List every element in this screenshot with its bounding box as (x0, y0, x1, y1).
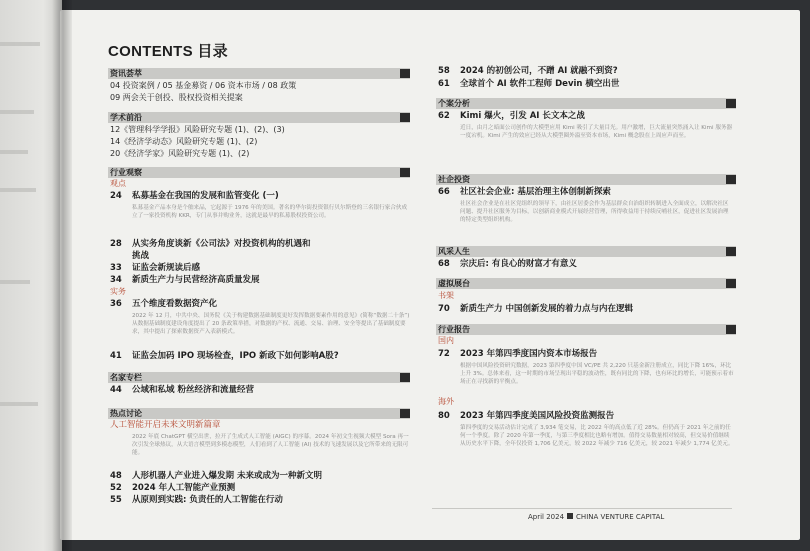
toc-entry[interactable] (438, 79, 619, 90)
subsection-viewpoint: 观点 (110, 179, 126, 188)
section-bar (400, 168, 410, 177)
subsection-domestic: 国内 (438, 336, 454, 345)
toc-line[interactable]: 12《管理科学学报》风险研究专题 (1)、(2)、(3) (110, 125, 285, 134)
page-footer (528, 513, 664, 521)
page-number: 36 (110, 299, 122, 309)
section-bar (726, 99, 736, 108)
section-label: 行业报告 (438, 325, 470, 334)
page-number: 44 (110, 385, 122, 395)
section-label: 名家专栏 (110, 373, 142, 382)
section-bar (400, 373, 410, 382)
page-number: 48 (110, 471, 122, 481)
section-header-virtual (436, 278, 736, 289)
subsection-bookshelf: 书架 (438, 291, 454, 300)
footer-magazine-name: CHINA VENTURE CAPITAL (576, 513, 665, 521)
section-bar (400, 409, 410, 418)
page-number: 72 (438, 349, 450, 359)
entry-abstract: 近日，由月之暗面公司创作的大模型应用 Kimi 吸引了大量目光。用户激增，巨大流量突然涌入让 Kimi 服务器一度宕机。Kimi 产生的效应已经从大模型圈外溢至资本市场，Kimi 概念股在上周应声而至。 (460, 125, 733, 139)
subsection-overseas: 海外 (438, 397, 454, 406)
page-number: 61 (438, 79, 450, 89)
section-bar (400, 69, 410, 78)
section-header-news (108, 68, 410, 79)
entry-title: 2024 的初创公司，不蹭 AI 就融不到资? (460, 66, 618, 76)
toc-entry[interactable] (438, 187, 611, 198)
section-header-social (436, 174, 736, 185)
toc-entry[interactable] (110, 191, 279, 202)
section-header-reports (436, 324, 736, 335)
section-header-hot-topics (108, 408, 410, 419)
toc-entry[interactable] (438, 111, 585, 122)
section-bar (726, 247, 736, 256)
left-page-text-fragment (0, 110, 34, 114)
subsection-practice: 实务 (110, 287, 126, 296)
toc-line[interactable]: 20《经济学家》风险研究专题 (1)、(2) (110, 149, 250, 158)
section-bar (400, 113, 410, 122)
feature-abstract: 2022 年底 ChatGPT 横空出世，拉开了生成式人工智能 (AIGC) 的序幕。2024 年初文生视频大模型 Sora 再一次引发全球热议，从大语言模型到多模态模型，人们看到了人工智能 (AI) 技术的飞速发展以及它所带来的无限可能。 (132, 434, 409, 456)
page-number: 80 (438, 411, 450, 421)
toc-entry[interactable] (110, 471, 322, 482)
entry-title: 从原则到实践: 负责任的人工智能在行动 (132, 495, 283, 505)
toc-entry[interactable] (110, 299, 217, 310)
entry-abstract: 社区社会企业是在社区党组织的领导下，由社区居委会作为基层群众自治组织转制进入全面成立，以解决社区问题、提升社区服务为目标，以创新商业模式开展经营管理，所得收益用于持续反哺社区，促进社区发展治理的特定类型组织机构。 (460, 201, 729, 223)
toc-line[interactable]: 14《经济学动态》风险研究专题 (1)、(2) (110, 137, 258, 146)
toc-entry[interactable] (110, 385, 254, 396)
section-bar (726, 325, 736, 334)
section-label: 个案分析 (438, 99, 470, 108)
entry-title: 宗庆后: 有良心的财富才有意义 (460, 259, 577, 269)
entry-title: 社区社会企业: 基层治理主体创制新探索 (460, 187, 611, 197)
entry-title: 人形机器人产业进入爆发期 未来或成为一种新文明 (132, 471, 322, 481)
page-number: 68 (438, 259, 450, 269)
entry-title: 从实务角度谈新《公司法》对投资机构的机遇和 (132, 239, 311, 249)
toc-entry[interactable] (110, 495, 283, 506)
toc-entry[interactable] (110, 239, 311, 250)
section-label: 热点讨论 (110, 409, 142, 418)
section-label: 资讯荟萃 (110, 69, 142, 78)
page-number: 33 (110, 263, 122, 273)
section-header-column (108, 372, 410, 383)
section-bar (726, 279, 736, 288)
footer-date: April 2024 (528, 513, 565, 521)
page-number: 28 (110, 239, 122, 249)
page-number: 70 (438, 304, 450, 314)
contents-page (60, 10, 800, 540)
section-label: 风采人生 (438, 247, 470, 256)
section-header-academic (108, 112, 410, 123)
toc-entry[interactable] (438, 66, 618, 77)
entry-title: 私募基金在我国的发展和监管变化 (一) (132, 191, 279, 201)
entry-title: 2024 年人工智能产业预测 (132, 483, 236, 493)
section-header-case (436, 98, 736, 109)
footer-rule (432, 508, 732, 509)
page-number: 24 (110, 191, 122, 201)
entry-title: 全球首个 AI 软件工程师 Devin 横空出世 (460, 79, 620, 89)
toc-entry[interactable] (438, 259, 577, 270)
entry-abstract: 根据中国风险投资研究数据，2023 第四季度中国 VC/PE 共 2,220 只基金新注册成立，同比下降 16%，环比上升 3%。总体来看，这一时期的市场呈现出平稳的波动性，既有同比的下降，也有环比的增长，可能预示着市场正在寻找新的平衡点。 (460, 363, 734, 385)
left-page-text-fragment (0, 150, 28, 154)
entry-title: 新质生产力 中国创新发展的着力点与内在逻辑 (460, 304, 633, 314)
entry-title: 2023 年第四季度美国风险投资监测报告 (460, 411, 615, 421)
page-number: 55 (110, 495, 122, 505)
book-gutter-shadow (52, 0, 72, 551)
toc-entry[interactable] (110, 275, 260, 286)
page-number: 58 (438, 66, 450, 76)
page-number: 66 (438, 187, 450, 197)
section-header-industry (108, 167, 410, 178)
toc-entry-continuation[interactable]: 挑战 (132, 251, 150, 261)
entry-abstract: 第四季度的交易活动估计完成了 3,934 笔交易，比 2022 年的高点低了近 28%。但仍高于 2021 年之前的任何一个季度。除了 2020 年第一季度，与第三季度相比也略有增加。值得交易数量相对较高，但交易价值继续从历史水平下降，全年仅投资 1,706 亿美元，较 2022 年减少 716 亿美元，较 2021 年减少 1,774 亿美元。 (460, 425, 734, 447)
section-label: 社企投资 (438, 175, 470, 184)
feature-headline[interactable]: 人工智能开启未来文明新篇章 (110, 420, 221, 430)
section-bar (726, 175, 736, 184)
entry-title: 2023 年第四季度国内资本市场报告 (460, 349, 598, 359)
entry-title: Kimi 爆火，引发 AI 长文本之战 (460, 111, 585, 121)
page-number: 52 (110, 483, 122, 493)
toc-entry[interactable] (438, 349, 597, 360)
page-number: 62 (438, 111, 450, 121)
section-header-life (436, 246, 736, 257)
toc-entry[interactable] (110, 351, 339, 362)
toc-entry[interactable] (438, 304, 633, 315)
entry-title: 证监会加码 IPO 现场检查，IPO 新政下如何影响A股? (132, 351, 339, 361)
footer-square-icon (567, 513, 573, 519)
page-number: 41 (110, 351, 122, 361)
toc-line[interactable]: 09 两会关于创投、股权投资相关提案 (110, 93, 243, 102)
toc-entry[interactable] (438, 411, 614, 422)
section-label: 虚拟展台 (438, 279, 470, 288)
entry-title: 五个维度看数据资产化 (132, 299, 218, 309)
toc-entry[interactable] (110, 483, 235, 494)
entry-title: 证监会新规读后感 (132, 263, 201, 273)
entry-title: 公域和私域 粉丝经济和流量经营 (132, 385, 254, 395)
entry-abstract: 私募基金产品本身是个舶来品，它起源于 1976 年的美国。著名的华尔街投资银行贝尔斯登的三名银行家合伙成立了一家投资机构 KKR，专门从事并购业务，这就是最早的私募股权投资公司。 (132, 205, 408, 219)
left-page-text-fragment (0, 402, 38, 406)
section-label: 学术前沿 (110, 113, 142, 122)
section-label: 行业观察 (110, 168, 142, 177)
page-number: 34 (110, 275, 122, 285)
entry-abstract: 2022 年 12 月，中共中央、国务院《关于构建数据基础制度更好发挥数据要素作用的意见》(简称“数据二十条”) 从数据基础制度建设角度提出了 20 条政策举措，对数据的产权、流通、交易、治理、安全等提出了基础制度要求，其中提出了探索数据资产入表新模式。 (132, 313, 410, 335)
left-page-text-fragment (0, 280, 30, 284)
left-page-text-fragment (0, 42, 40, 46)
page-title: CONTENTS 目录 (108, 43, 228, 60)
toc-line[interactable]: 04 投资案例 / 05 基金募资 / 06 资本市场 / 08 政策 (110, 81, 297, 90)
entry-title: 新质生产力与民营经济高质量发展 (132, 275, 260, 285)
toc-entry[interactable] (110, 263, 200, 274)
left-page-text-fragment (0, 188, 36, 192)
